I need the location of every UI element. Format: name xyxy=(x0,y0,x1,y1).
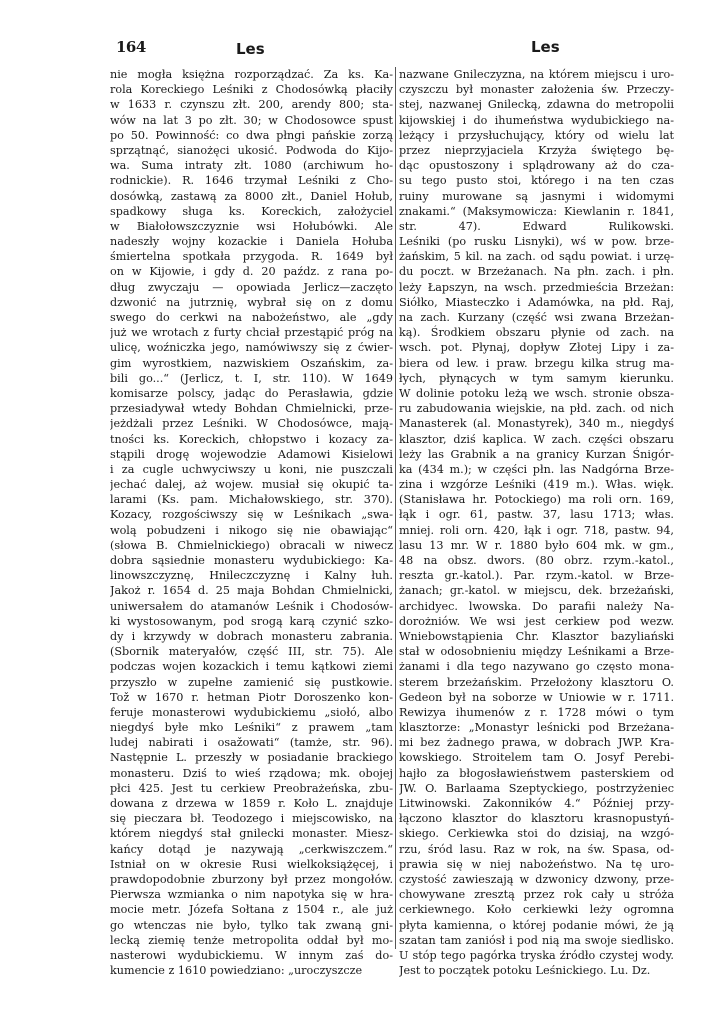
text-line: kańcy dotąd je nazywają „cerkwiszczem.“ xyxy=(110,842,393,856)
page-number: 164 xyxy=(116,38,146,56)
text-line: ru zabudowania wiejskie, na płd. zach. od nich xyxy=(399,402,674,416)
text-line: Istniał on w okresie Rusi wielkoksiążęcej, i xyxy=(110,857,393,871)
text-line: przyszło w zupełne zamienić się pustkowie. xyxy=(110,675,393,689)
text-line: stąpili drogę wojewodzie Adamowi Kisielowi xyxy=(110,447,393,461)
text-line: znakami.“ (Maksymowicza: Kiewlanin r. 1841, xyxy=(399,204,674,218)
text-line: którem niegdyś stał gnilecki monaster. Miesz- xyxy=(110,827,393,841)
text-line: wolą pobudzeni i nikogo się nie obawiając“ xyxy=(110,523,393,537)
text-line: nasterowi wydubickiemu. W innym zaś do- xyxy=(110,948,393,962)
text-line: szatan tam zaniósł i pod nią ma swoje siedlisko. xyxy=(399,933,674,947)
text-line: płci 425. Jest tu cerkiew Preobrażeńska, zbu- xyxy=(110,781,393,795)
text-line: ludej nabirati i osažowati“ (tamże, str. 96). xyxy=(110,736,393,750)
text-line: (słowa B. Chmielnickiego) obracali w niwecz xyxy=(110,538,393,552)
text-line: lecką ziemię tenże metropolita oddał był mo- xyxy=(110,933,393,947)
text-line: rodnickie). R. 1646 trzymał Leśniki z Cho- xyxy=(110,174,393,188)
text-line: Tož w 1670 r. hetman Piotr Doroszenko kon- xyxy=(110,690,393,704)
text-line: mi bez żadnego prawa, w dobrach JWP. Kra- xyxy=(399,736,674,750)
text-line: du poczt. w Brzeżanach. Na płn. zach. i płn. xyxy=(399,265,674,279)
text-line: 48 na obsz. dwors. (80 obrz. rzym.-katol., xyxy=(399,554,674,567)
text-line: feruje monasterowi wydubickiemu „siołó, albo xyxy=(110,705,393,719)
text-line: w Białołowszczyznie wsi Hołubówki. Ale xyxy=(110,219,393,233)
text-line: W dolinie potoku leżą we wsch. stronie obsza- xyxy=(399,386,674,400)
text-line: Litwinowski. Zakonników 4.“ Później przy- xyxy=(399,797,674,810)
text-line: Pierwsza wzmianka o nim napotyka się w hra- xyxy=(110,888,393,902)
text-line: str. 47). Edward Rulikowski. xyxy=(399,219,674,233)
text-line: się pieczara bł. Teodozego i miejscowisko, na xyxy=(110,812,393,826)
text-line: klasztorze: „Monastyr leśnicki pod Brzeżana- xyxy=(399,721,674,735)
text-line: ulicę, woźniczka jego, namówiwszy się z ćwier- xyxy=(110,341,393,355)
text-line: gim wyrostkiem, nazwiskiem Oszańskim, za- xyxy=(110,356,393,370)
text-line: wsch. pot. Płynaj, dopływ Złotej Lipy i za- xyxy=(399,341,674,355)
text-line: już we wrotach z furty chciał przestąpić próg na xyxy=(110,326,393,340)
text-line: i za cugle uchwyciwszy u koni, nie puszczali xyxy=(110,462,393,476)
text-line: dorożniów. We wsi jest cerkiew pod wezw. xyxy=(399,614,674,628)
text-line: spadkowy sługa ks. Koreckich, założyciel xyxy=(110,204,393,218)
text-line: kumencie z 1610 powiedziano: „uroczyszcze xyxy=(110,964,363,978)
text-line: łych, płynących w tym samym kierunku. xyxy=(399,371,674,385)
text-line: archidyec. lwowska. Do parafii należy Na- xyxy=(399,599,674,613)
text-line: larami (Ks. pam. Michałowskiego, str. 370). xyxy=(110,493,393,507)
text-line: JW. O. Barlaama Szeptyckiego, postrzyżeniec xyxy=(399,781,674,795)
text-line: dzwonić na jutrznię, wybrał się on z domu xyxy=(110,295,393,309)
text-column-right xyxy=(399,67,674,978)
page-header xyxy=(0,0,720,60)
text-line: niegdyś byłe mko Leśniki“ z prawem „tam xyxy=(110,721,393,735)
text-line: Wniebowstąpienia Chr. Klasztor bazyliański xyxy=(399,629,674,643)
text-line: wów na lat 3 po złt. 30; w Chodosowce spust xyxy=(110,113,393,127)
text-line: czystość zawieszają w dzwonicy dzwony, prze- xyxy=(399,872,674,886)
text-line: dobra sąsiednie monasteru wydubickiego: Ka- xyxy=(110,554,393,567)
text-line: dąc opustoszony i splądrowany aż do cza- xyxy=(399,159,674,173)
text-line: komisarze polscy, jadąc do Perasławia, gdzie xyxy=(110,386,393,400)
text-line: Rewizya ihumenów z r. 1728 mówi o tym xyxy=(399,705,674,719)
text-line: po 50. Powinność: co dwa płngi pańskie zorzą xyxy=(110,128,393,142)
text-line: jechać dalej, aż wojew. musiał się okupić ta- xyxy=(110,478,393,492)
text-line: mniej. roli orn. 420, łąk i ogr. 718, pastw. 94, xyxy=(399,523,674,537)
text-line: chowywane zresztą przez rok cały u stróża xyxy=(399,888,674,902)
text-line: reszta gr.-katol.). Par. rzym.-katol. w Brze- xyxy=(399,569,674,583)
text-line: on w Kijowie, i gdy d. 20 paźdz. z rana po- xyxy=(110,265,393,279)
text-line: jeżdżali przez Leśniki. W Chodosówce, mają- xyxy=(110,417,393,431)
text-line: podczas wojen kozackich i temu kątkowi ziemi xyxy=(110,660,393,674)
text-line: prawia się w niej nabożeństwo. Na tę uro- xyxy=(399,857,674,871)
text-line: Leśniki (po rusku Lisnyki), wś w pow. brze- xyxy=(399,235,674,249)
text-line: sprzątnąć, sianożęci ukosić. Podwoda do Kijo- xyxy=(110,143,393,157)
text-line: nazwane Gnileczyzna, na którem miejscu i uro- xyxy=(399,68,674,81)
text-line: bili go...“ (Jerlicz, t. I, str. 110). W 1649 xyxy=(110,371,393,385)
text-line: U stóp tego pagórka tryska źródło czystej wody. xyxy=(399,948,674,962)
text-line: kijowskiej i do ihumeństwa wydubickiego na- xyxy=(399,113,674,127)
text-line: na zach. Kurzany (część wsi zwana Brzeżan- xyxy=(399,311,674,324)
text-line: czyszczu był monaster założenia św. Przeczy- xyxy=(399,83,674,97)
text-line: żanach; gr.-katol. w miejscu, dek. brzeżański, xyxy=(399,584,674,598)
text-line: zina i wzgórze Leśniki (419 m.). Włas. więk. xyxy=(399,478,674,492)
text-line: (Sbornik materyałów, część III, str. 75). Ale xyxy=(110,645,393,659)
text-line: nadeszły wojny kozackie i Daniela Hołuba xyxy=(110,235,393,249)
text-line: ka (434 m.); w części płn. las Nadgórna Brze- xyxy=(399,462,674,476)
text-line: tności ks. Koreckich, chłopstwo i kozacy za- xyxy=(110,432,393,446)
text-line: kowskiego. Stroitelem tam O. Josyf Perebi- xyxy=(399,751,674,765)
text-line: su tego pusto stoi, którego i na ten czas xyxy=(399,174,674,188)
text-line: Jest to początek potoku Leśnickiego. Lu. Dz. xyxy=(399,964,651,978)
text-column-left xyxy=(110,67,393,978)
text-line: stał w odosobnieniu między Leśnikami a Brze- xyxy=(399,645,674,659)
text-line: klasztor, dziś kaplica. W zach. części obszaru xyxy=(399,432,674,446)
text-line: wa. Suma intraty złt. 1080 (archiwum ho- xyxy=(110,159,393,173)
column-divider xyxy=(395,67,396,949)
text-line: przez nieprzyjaciela Krzyża świętego bę- xyxy=(399,143,674,157)
text-line: ki wystosowanym, pod srogą karą czynić szko- xyxy=(110,614,393,628)
text-line: dosówką, zastawą za 8000 złt., Daniel Hołub, xyxy=(110,189,393,203)
text-line: Jakoż r. 1654 d. 25 maja Bohdan Chmielnicki, xyxy=(110,584,393,598)
text-line: żanami i dla tego nazywano go często mona- xyxy=(399,660,674,674)
text-line: nie mogła księżna rozporządzać. Za ks. Ka- xyxy=(110,68,393,81)
text-line: go wtenczas nie było, tylko tak zwaną gni- xyxy=(110,918,393,932)
text-line: dowana z drzewa w 1859 r. Koło L. znajduje xyxy=(110,797,393,810)
text-line: leży las Grabnik a na granicy Kurzan Śnigór- xyxy=(399,447,674,461)
text-line: łąk i ogr. 61, pastw. 37, lasu 1713; włas. xyxy=(399,508,674,522)
text-line: Następnie L. przeszły w posiadanie brackiego xyxy=(110,751,393,765)
text-line: Siółko, Miasteczko i Adamówka, na płd. Raj, xyxy=(399,295,674,309)
text-line: lasu 13 mr. W r. 1880 było 604 mk. w gm., xyxy=(399,538,674,552)
text-line: mocie metr. Józefa Sołtana z 1504 r., ale już xyxy=(110,903,393,917)
running-head-right: Les xyxy=(531,38,560,56)
text-line: rzu, śród lasu. Raz w rok, na św. Spasa, od- xyxy=(399,842,674,856)
text-line: śmiertelna spotkała przygoda. R. 1649 był xyxy=(110,250,393,264)
text-line: monasteru. Dziś to wieś rządowa; mk. obojej xyxy=(110,766,393,780)
text-line: płyta kamienna, o której podanie mówi, że ją xyxy=(399,918,674,932)
text-line: Kozacy, rozgościwszy się w Leśnikach „swa- xyxy=(110,508,393,522)
running-head-left: Les xyxy=(236,40,265,58)
text-line: dług zwyczaju — opowiada Jerlicz—zaczęto xyxy=(110,280,393,294)
text-line: prawdopodobnie zburzony był przez mongołów. xyxy=(110,872,393,886)
text-line: uniwersałem do atamanów Leśnik i Chodosów- xyxy=(110,599,393,613)
text-line: przesiadywał wtedy Bohdan Chmielnicki, prze- xyxy=(110,402,393,416)
text-line: leży Łapszyn, na wsch. przedmieścia Brzeżan: xyxy=(399,280,674,294)
text-line: ruiny murowane są jasnymi i widomymi xyxy=(399,189,674,203)
text-line: rola Koreckiego Leśniki z Chodosówką płaciły xyxy=(110,83,393,97)
text-line: sterem brzeżańskim. Przełożony klasztoru O. xyxy=(399,675,674,689)
text-line: leżący i przysłuchujący, który od wielu lat xyxy=(399,128,674,142)
text-line: hajło za błogosławieństwem pasterskiem od xyxy=(399,766,674,780)
text-line: żańskim, 5 kil. na zach. od sądu powiat. i urzę- xyxy=(399,250,674,264)
text-line: skiego. Cerkiewka stoi do dzisiaj, na wzgó- xyxy=(399,827,674,841)
text-line: (Stanisława hr. Potockiego) ma roli orn. 169, xyxy=(399,493,674,507)
text-line: swego do cerkwi na nabożeństwo, ale „gdy xyxy=(110,311,393,324)
text-line: cerkiewnego. Koło cerkiewki leży ogromna xyxy=(399,903,674,917)
text-line: stej, nazwanej Gnilecką, zdawna do metropolii xyxy=(399,98,674,112)
text-line: dy i krzywdy w dobrach monasteru zabrania. xyxy=(110,629,393,643)
text-line: łączono klasztor do klasztoru krasnopustyń- xyxy=(399,812,674,826)
text-line: ką). Środkiem obszaru płynie od zach. na xyxy=(399,326,674,340)
text-line: Manasterek (al. Monastyrek), 340 m., niegdyś xyxy=(399,417,674,431)
text-line: biera od lew. i praw. brzegu kilka strug ma- xyxy=(399,356,674,370)
text-line: w 1633 r. czynszu złt. 200, arendy 800; sta- xyxy=(110,98,393,112)
text-line: Gedeon był na soborze w Uniowie w r. 1711. xyxy=(399,690,674,704)
text-line: linowszczyznę, Hnileczczyznę i Kalny łuh. xyxy=(110,569,393,583)
